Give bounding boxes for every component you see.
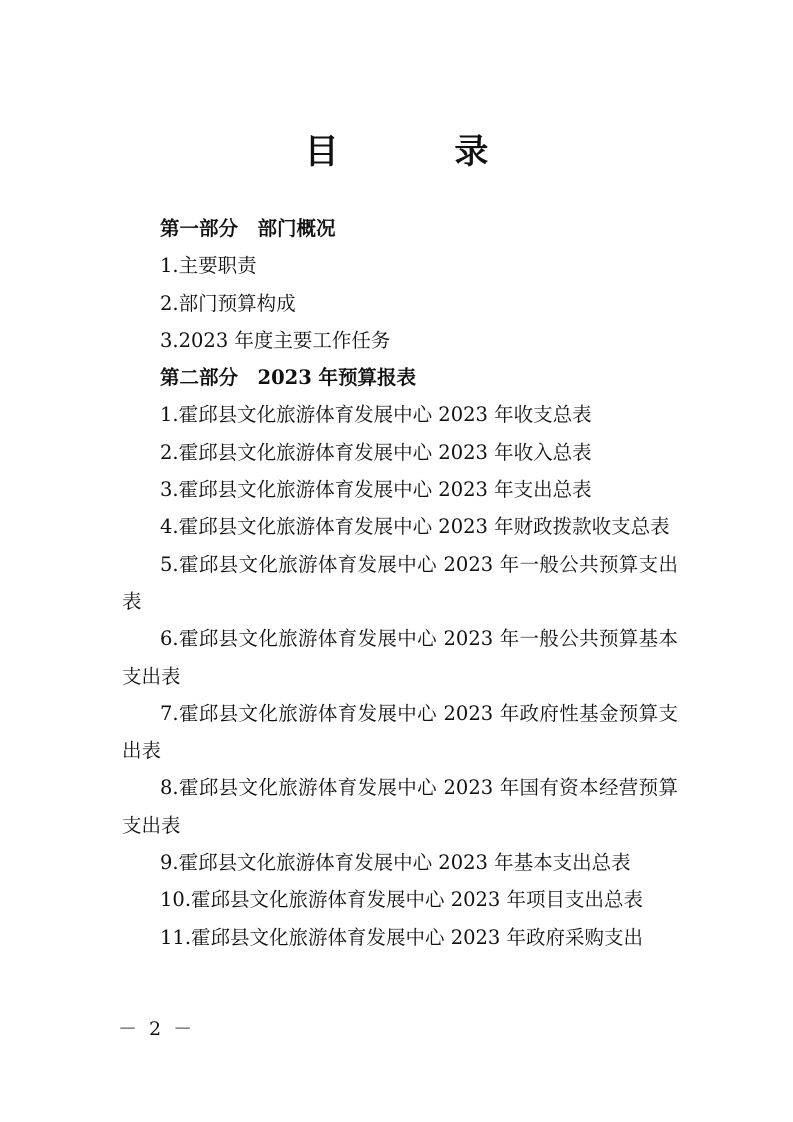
toc-item: 5.霍邱县文化旅游体育发展中心 2023 年一般公共预算支出表 <box>122 552 678 613</box>
toc-title: 目 录 <box>304 132 541 172</box>
toc-item: 3.2023 年度主要工作任务 <box>160 328 391 352</box>
toc-item: 7.霍邱县文化旅游体育发展中心 2023 年政府性基金预算支出表 <box>122 701 678 763</box>
toc-item: 10.霍邱县文化旅游体育发展中心 2023 年项目支出总表 <box>160 888 644 912</box>
toc-item: 4.霍邱县文化旅游体育发展中心 2023 年财政拨款收支总表 <box>160 515 670 539</box>
toc-section-heading: 第二部分 2023 年预算报表 <box>160 366 417 390</box>
table-of-contents <box>122 210 678 956</box>
toc-item: 11.霍邱县文化旅游体育发展中心 2023 年政府采购支出 <box>160 925 644 949</box>
toc-item: 2.霍邱县文化旅游体育发展中心 2023 年收入总表 <box>160 440 592 464</box>
toc-item: 1.主要职责 <box>160 254 257 278</box>
toc-item: 9.霍邱县文化旅游体育发展中心 2023 年基本支出总表 <box>160 851 631 875</box>
toc-item: 3.霍邱县文化旅游体育发展中心 2023 年支出总表 <box>160 478 592 502</box>
toc-item: 1.霍邱县文化旅游体育发展中心 2023 年收支总表 <box>160 403 592 427</box>
page-number: － 2 － <box>118 1018 196 1040</box>
toc-item: 6.霍邱县文化旅游体育发展中心 2023 年一般公共预算基本支出表 <box>122 627 678 688</box>
toc-section-heading: 第一部分 部门概况 <box>160 217 336 240</box>
toc-item: 2.部门预算构成 <box>160 291 296 315</box>
toc-item: 8.霍邱县文化旅游体育发展中心 2023 年国有资本经营预算支出表 <box>122 776 678 837</box>
